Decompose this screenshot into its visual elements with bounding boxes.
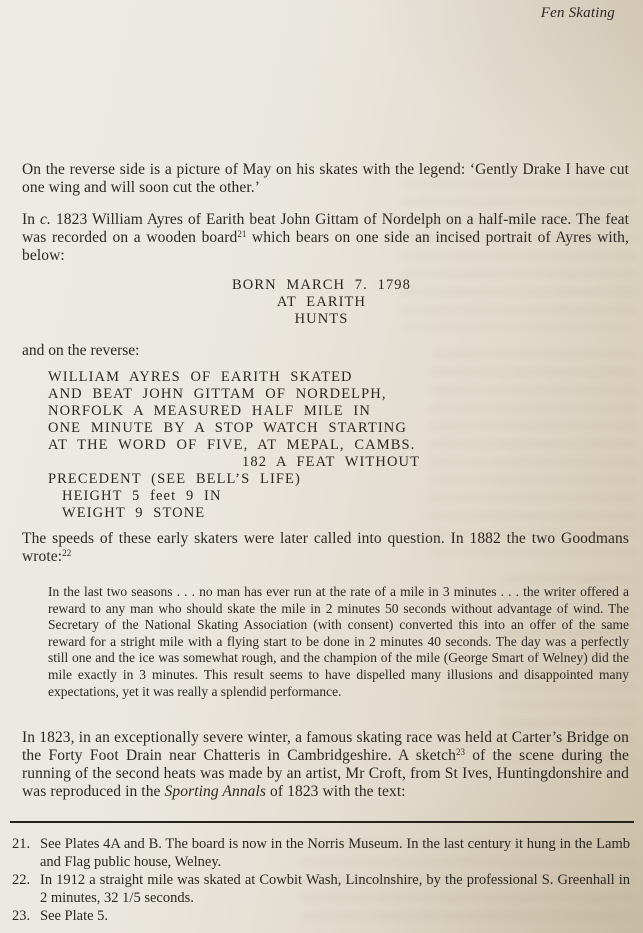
footnote-23 bbox=[12, 907, 630, 925]
page-showthrough bbox=[430, 350, 635, 560]
inscription-line: HEIGHT 5 feet 9 IN bbox=[62, 488, 222, 504]
goodmans-quotation: In the last two seasons . . . no man has ever run at the rate of a mile in 3 minutes . . . the writer offered a reward to any man who should skate the mile in 2 minutes 50 seconds without advantage of wind. The Secretary of the National Skating Association (with consent) converted this into an offer of the same reward for a stright mile with a flying start to be done in 2 minutes 40 seconds. The day was a perfectly still one and the ice was somewhat rough, and the champion of the mile (George Smart of Welney) did the mile exactly in 3 minutes. This result seems to have dispelled many illusions and disappointed many expectations, yet it was really a splendid performance. bbox=[48, 584, 629, 699]
inscription-line: ONE MINUTE BY A STOP WATCH STARTING bbox=[48, 420, 407, 436]
footnote-text: In 1912 a straight mile was skated at Cowbit Wash, Lincolnshire, by the professional S. Greenhall in 2 minutes, 32 1/5 seconds. bbox=[40, 872, 630, 906]
running-header: Fen Skating bbox=[540, 5, 615, 21]
footnote-number: 21. bbox=[12, 836, 31, 852]
footnote-ref-21: 21 bbox=[237, 229, 247, 239]
footnotes bbox=[12, 835, 630, 925]
paragraph-ayres-race bbox=[22, 211, 629, 265]
inscription-line: HUNTS bbox=[294, 311, 349, 327]
board-inscription-reverse bbox=[48, 369, 420, 522]
inscription-line: BORN MARCH 7. 1798 bbox=[231, 277, 411, 293]
footnote-number: 22. bbox=[12, 872, 31, 888]
paragraph-may-legend: On the reverse side is a picture of May on his skates with the legend: ‘Gently Drake I have cut one wing and will soon cut the other.’ bbox=[22, 161, 629, 196]
paragraph-1823-race bbox=[22, 729, 629, 801]
board-inscription-front bbox=[0, 277, 643, 328]
footnote-divider bbox=[10, 821, 634, 823]
paragraph-text-italic: Sporting Annals bbox=[164, 783, 267, 800]
inscription-line: AT EARITH bbox=[276, 294, 367, 310]
footnote-22 bbox=[12, 871, 630, 907]
paragraph-text: In 1823, in an exceptionally severe winter, a famous skating race was held at Carter’s Bridge on the Forty Foot Drain near Chatteris in Cambridgeshire. A sketch bbox=[22, 729, 629, 764]
inscription-line: NORFOLK A MEASURED HALF MILE IN bbox=[48, 403, 371, 419]
paragraph-text: of the scene during the running of the second heats was made by an artist, Mr Croft, from St Ives, Huntingdonshire and was reproduced in the bbox=[22, 747, 630, 800]
inscription-line: AND BEAT JOHN GITTAM OF NORDELPH, bbox=[48, 386, 387, 402]
paragraph-speeds-questioned bbox=[22, 530, 629, 566]
footnote-ref-22: 22 bbox=[62, 548, 72, 558]
paragraph-text: which bears on one side an incised portrait of Ayres with, below: bbox=[22, 229, 630, 264]
footnote-21 bbox=[12, 835, 630, 871]
reverse-intro: and on the reverse: bbox=[22, 342, 140, 359]
footnote-number: 23. bbox=[12, 908, 31, 924]
paragraph-text: 1823 William Ayres of Earith beat John Gittam of Nordelph on a half-mile race. The feat was recorded on a wooden board bbox=[22, 211, 629, 246]
paragraph-text: of 1823 with the text: bbox=[266, 783, 406, 800]
footnote-ref-23: 23 bbox=[455, 747, 465, 757]
paragraph-text: The speeds of these early skaters were later called into question. In 1882 the two Goodmans wrote: bbox=[22, 530, 629, 565]
footnote-text: See Plates 4A and B. The board is now in the Norris Museum. In the last century it hung in the Lamb and Flag public house, Welney. bbox=[40, 836, 630, 870]
footnote-text: See Plate 5. bbox=[40, 908, 109, 924]
inscription-line: WEIGHT 9 STONE bbox=[62, 505, 206, 521]
paragraph-text-italic: c. bbox=[40, 211, 52, 228]
inscription-line: AT THE WORD OF FIVE, AT MEPAL, CAMBS. bbox=[48, 437, 416, 453]
inscription-line: 182 A FEAT WITHOUT bbox=[242, 454, 421, 470]
inscription-line: WILLIAM AYRES OF EARITH SKATED bbox=[48, 369, 353, 385]
inscription-line: PRECEDENT (SEE BELL’S LIFE) bbox=[48, 471, 301, 487]
paragraph-text: In bbox=[22, 211, 41, 228]
